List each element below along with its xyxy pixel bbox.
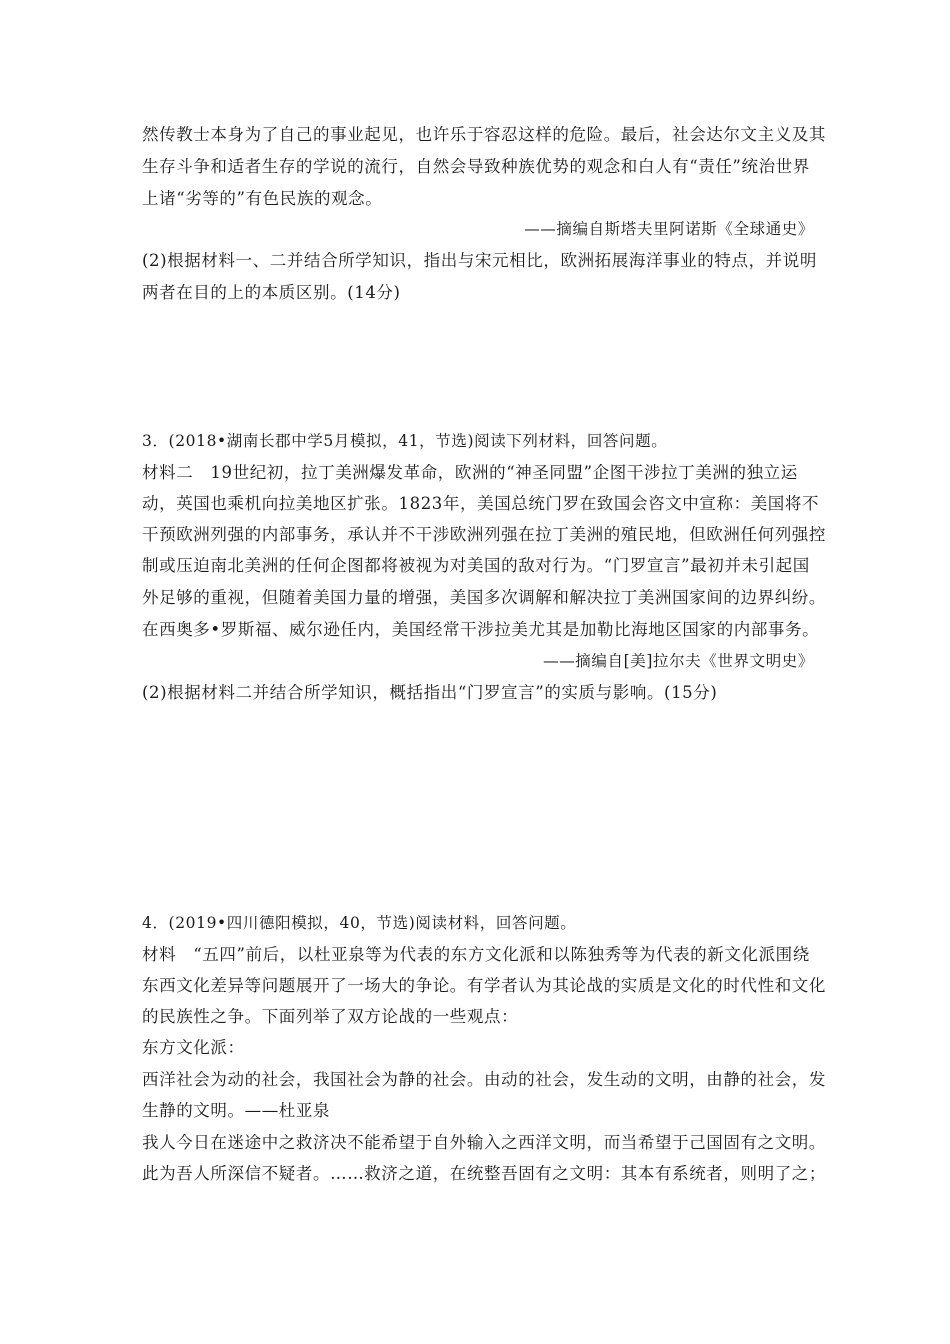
question-line: 两者在目的上的本质区别。(14分) (142, 283, 401, 302)
paragraph-line: 然传教士本身为了自己的事业起见，也许乐于容忍这样的危险。最后，社会达尔文主义及其 (142, 125, 826, 144)
material-line: 外足够的重视，但随着美国力量的增强，美国多次调解和解决拉丁美洲国家间的边界纠纷。 (142, 588, 826, 607)
material-line: 在西奥多•罗斯福、威尔逊任内，美国经常干涉拉美尤其是加勒比海地区国家的内部事务。 (142, 620, 820, 639)
material-line: 生静的文明。——杜亚泉 (142, 1101, 331, 1120)
material-line: 材料二 19世纪初，拉丁美洲爆发革命，欧洲的“神圣同盟”企图干涉拉丁美洲的独立运 (142, 463, 798, 482)
source-citation: ——摘编自[美]拉尔夫《世界文明史》 (543, 652, 814, 670)
question-line: (2)根据材料二并结合所学知识，概括指出“门罗宣言”的实质与影响。(15分) (142, 683, 718, 702)
material-line: 我人今日在迷途中之救济决不能希望于自外输入之西洋文明，而当希望于己国固有之文明。 (142, 1133, 826, 1152)
source-citation: ——摘编自斯塔夫里阿诺斯《全球通史》 (524, 220, 814, 238)
question-3-header: 3．(2018•湖南长郡中学5月模拟，41，节选)阅读下列材料，回答问题。 (142, 432, 668, 450)
material-line: 材料 “五四”前后，以杜亚泉等为代表的东方文化派和以陈独秀等为代表的新文化派围绕 (142, 945, 810, 964)
paragraph-line: 上诸“劣等的”有色民族的观念。 (142, 189, 383, 208)
material-line: 的民族性之争。下面列举了双方论战的一些观点： (142, 1007, 519, 1026)
question-4-header: 4．(2019•四川德阳模拟，40，节选)阅读材料，回答问题。 (142, 914, 577, 932)
material-line: 东方文化派： (142, 1038, 245, 1057)
paragraph-line: 生存斗争和适者生存的学说的流行，自然会导致种族优势的观念和白人有“责任”统治世界 (142, 157, 810, 176)
material-line: 干预欧洲列强的内部事务，承认并不干涉欧洲列强在拉丁美洲的殖民地，但欧洲任何列强控 (142, 525, 826, 544)
material-line: 西洋社会为动的社会，我国社会为静的社会。由动的社会，发生动的文明，由静的社会，发 (142, 1070, 826, 1089)
question-line: (2)根据材料一、二并结合所学知识，指出与宋元相比，欧洲拓展海洋事业的特点，并说明 (142, 251, 817, 270)
material-line: 制或压迫南北美洲的任何企图都将被视为对美国的敌对行为。“门罗宣言”最初并未引起国 (142, 556, 810, 575)
material-line: 东西文化差异等问题展开了一场大的争论。有学者认为其论战的实质是文化的时代性和文化 (142, 976, 826, 995)
material-line: 动，英国也乘机向拉美地区扩张。1823年，美国总统门罗在致国会咨文中宣称：美国将不 (142, 494, 820, 513)
material-line: 此为吾人所深信不疑者。……救济之道，在统整吾固有之文明：其本有系统者，则明了之； (142, 1164, 826, 1183)
